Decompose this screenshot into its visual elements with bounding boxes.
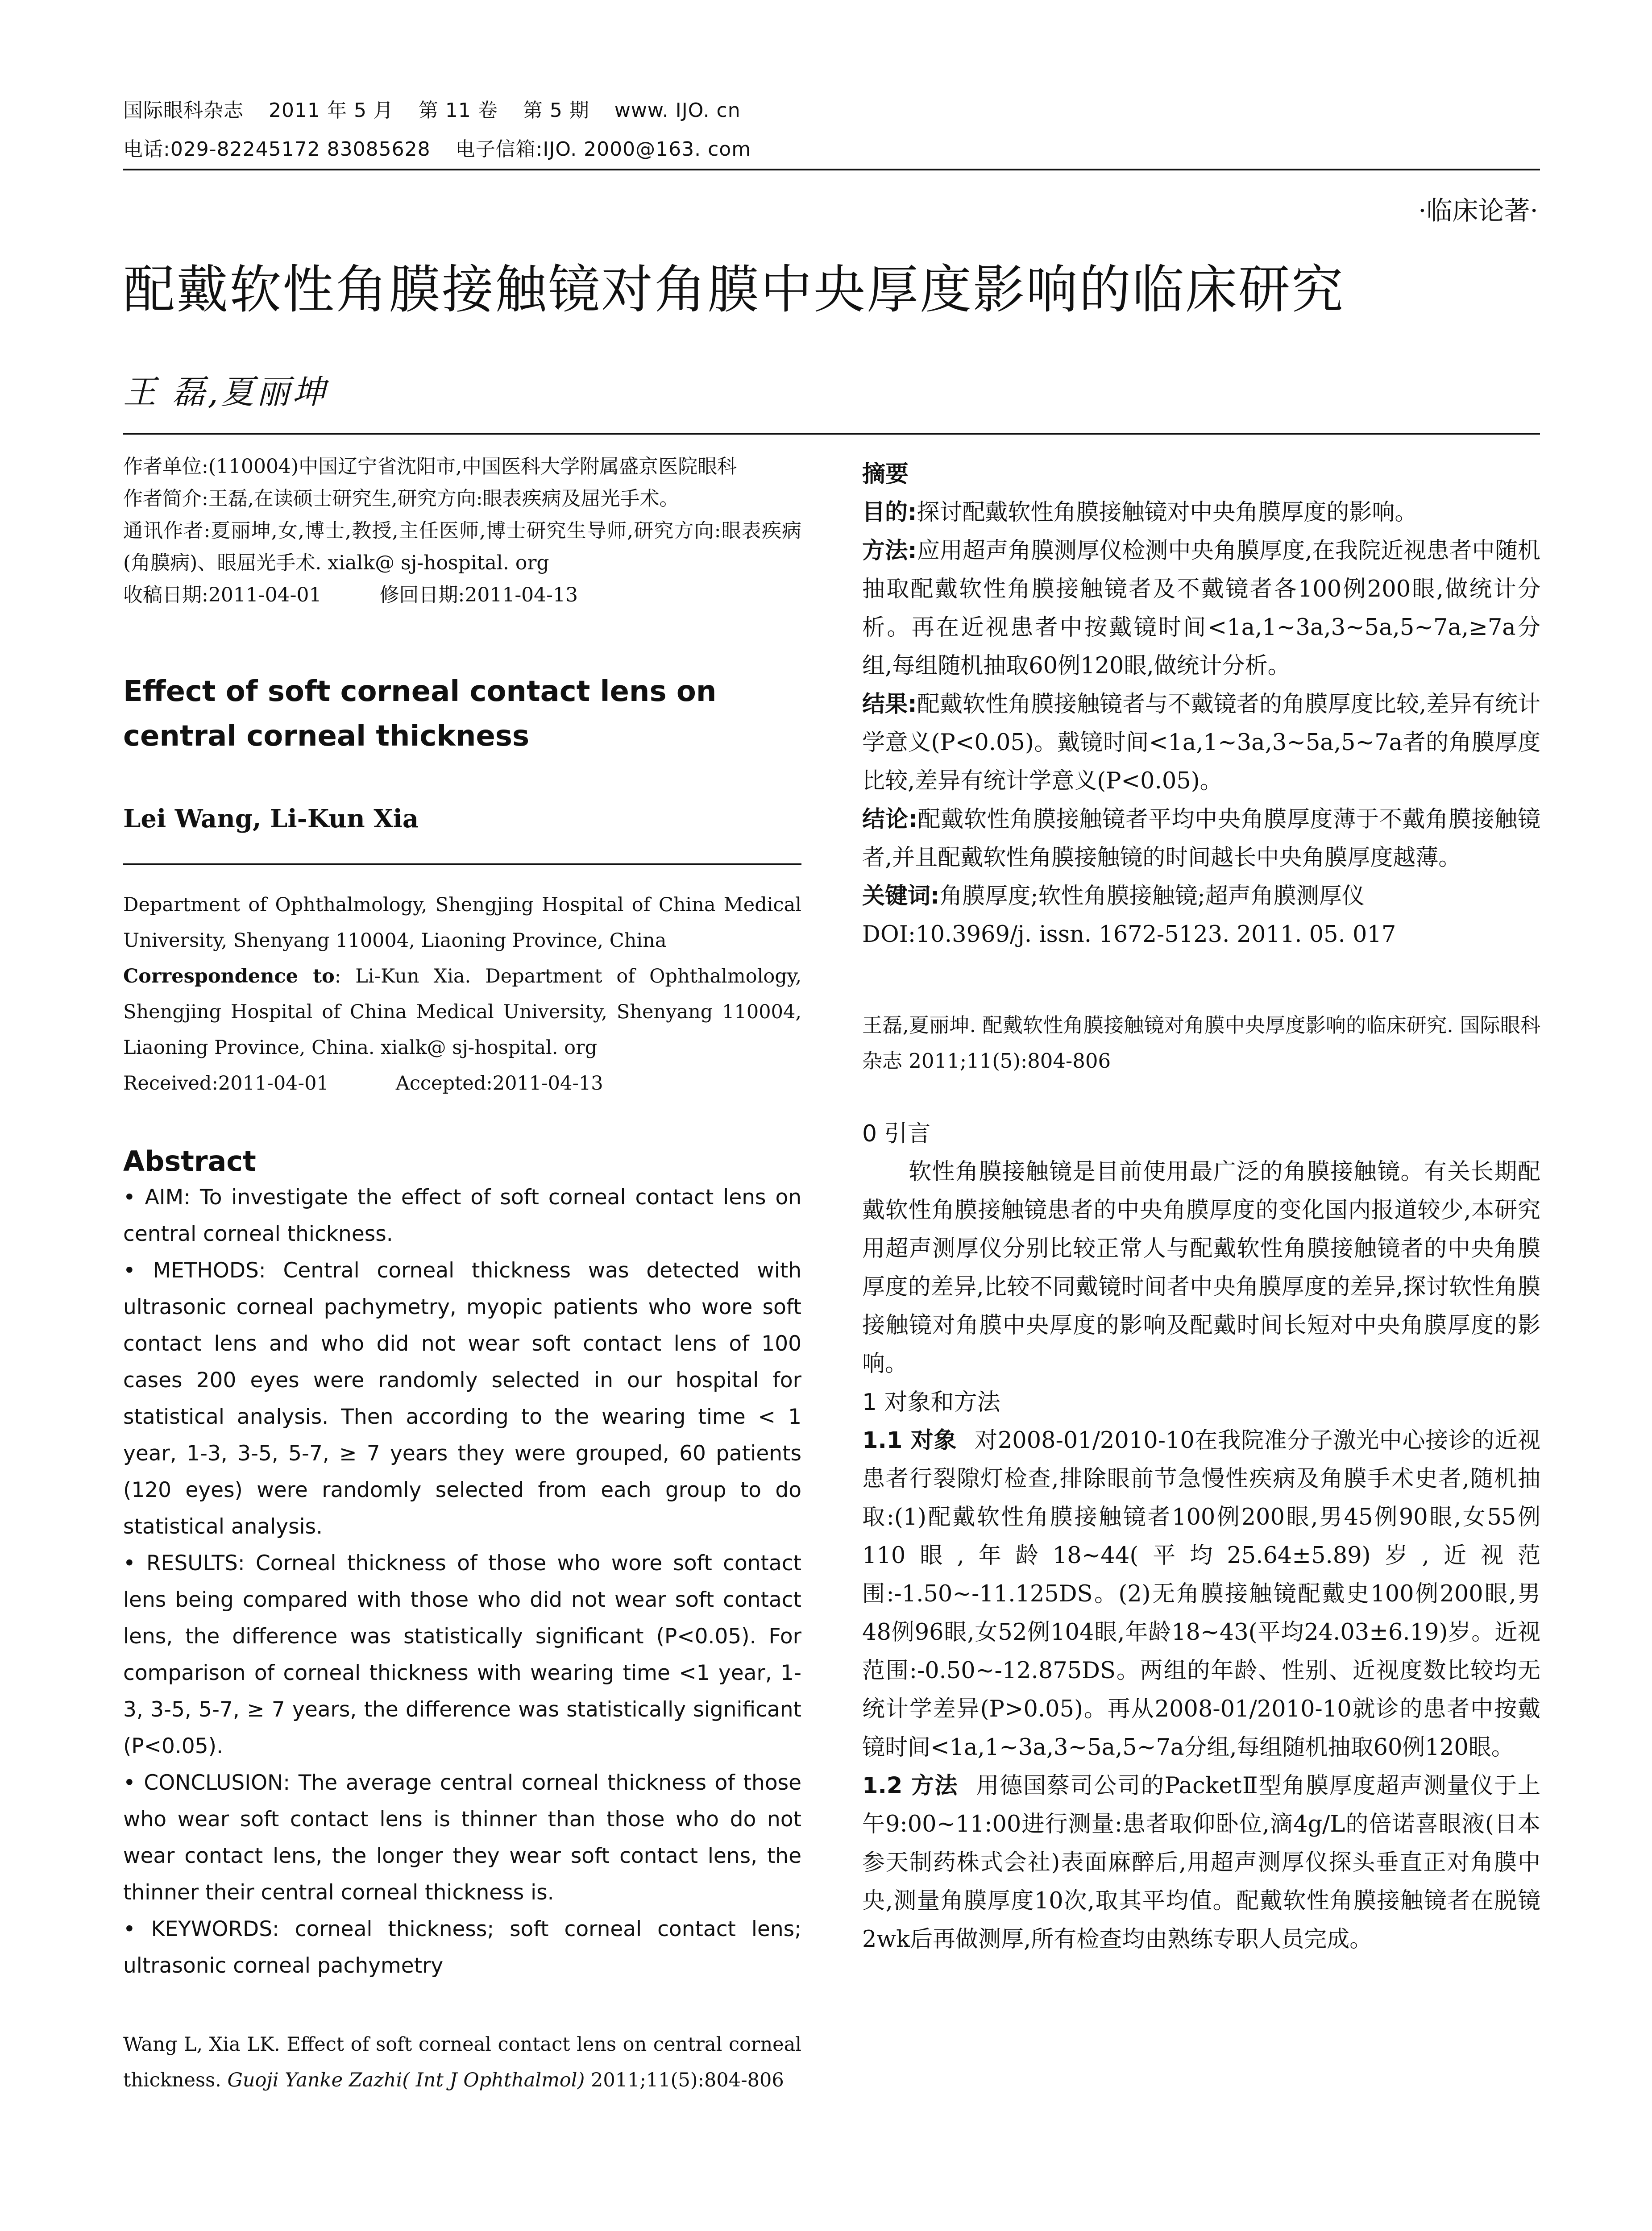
subjects-label: 1.1 对象 xyxy=(862,1427,957,1454)
citation-post: 2011;11(5):804-806 xyxy=(585,2069,784,2091)
received-date: 收稿日期:2011-04-01 xyxy=(123,584,322,606)
subjects-text: 对2008-01/2010-10在我院准分子激光中心接诊的近视患者行裂隙灯检查,排除眼前节急慢性疾病及角膜手术史者,随机抽取:(1)配戴软性角膜接触镜者100例200眼,男45例90眼,女55例110眼,年龄18~44(平均25.64±5.89)岁,近视范围:-1.50~-11.125DS。(2)无角膜接触镜配戴史100例200眼,男48例96眼,女52例104眼,年龄18~43(平均24.03±6.19)岁。近视范围:-0.50~-12.875DS。两组的年龄、性别、近视度数比较均无统计学差异(P>0.05)。再从2008-01/2010-10就诊的患者中按戴镜时间<1a,1~3a,3~5a,5~7a分组,每组随机抽取60例120眼。 xyxy=(862,1427,1540,1761)
cn-conclusion xyxy=(862,800,1540,877)
volume: 第 11 卷 xyxy=(418,99,498,122)
article-authors: 王 磊,夏丽坤 xyxy=(123,373,328,411)
intro-text: 软性角膜接触镜是目前使用最广泛的角膜接触镜。有关长期配戴软性角膜接触镜患者的中央角膜厚度的变化国内报道较少,本研究用超声测厚仪分别比较正常人与配戴软性角膜接触镜者的中央角膜厚度的差异,比较不同戴镜时间者中央角膜厚度的差异,探讨软性角膜接触镜对角膜中央厚度的影响及配戴时间长短对中央角膜厚度的影响。 xyxy=(862,1159,1540,1377)
english-affiliation xyxy=(123,887,801,1101)
issue: 第 5 期 xyxy=(523,99,589,122)
cn-abstract-heading: 摘要 xyxy=(862,461,909,488)
email: 电子信箱:IJO. 2000@163. com xyxy=(455,138,751,161)
right-column xyxy=(862,455,1540,1959)
section-tag: ·临床论著· xyxy=(1418,195,1538,226)
received-en: Received:2011-04-01 xyxy=(123,1072,329,1095)
cn-results xyxy=(862,685,1540,800)
accepted-en: Accepted:2011-04-13 xyxy=(395,1072,603,1095)
cn-keywords xyxy=(862,877,1540,916)
phone: 电话:029-82245172 83085628 xyxy=(123,138,431,161)
english-authors: Lei Wang, Li-Kun Xia xyxy=(123,804,419,834)
left-column xyxy=(123,451,801,2098)
author-info xyxy=(123,451,801,611)
department: Department of Ophthalmology, Shengjing Hospital of China Medical University, Shenyang 110004, Liaoning Province, China xyxy=(123,894,801,952)
method-label: 1.2 方法 xyxy=(862,1773,959,1799)
issue-date: 2011 年 5 月 xyxy=(269,99,394,122)
abstract-aim: • AIM: To investigate the effect of soft corneal contact lens on central corneal thickness. xyxy=(123,1185,801,1246)
author-bio: 作者简介:王磊,在读硕士研究生,研究方向:眼表疾病及屈光手术。 xyxy=(123,487,679,510)
cn-aim-label: 目的: xyxy=(862,499,917,526)
cn-keywords-label: 关键词: xyxy=(862,883,940,909)
cn-aim xyxy=(862,493,1540,532)
method-text: 用德国蔡司公司的PacketⅡ型角膜厚度超声测量仪于上午9:00~11:00进行测量:患者取仰卧位,滴4g/L的倍诺喜眼液(日本参天制药株式会社)表面麻醉后,用超声测厚仪探头垂直正对角膜中央,测量角膜厚度10次,取其平均值。配戴软性角膜接触镜者在脱镜2wk后再做测厚,所有检查均由熟练专职人员完成。 xyxy=(862,1773,1540,1953)
cn-conclusion-text: 配戴软性角膜接触镜者平均中央角膜厚度薄于不戴角膜接触镜者,并且配戴软性角膜接触镜的时间越长中央角膜厚度越薄。 xyxy=(862,806,1540,871)
abstract-keywords: • KEYWORDS: corneal thickness; soft corneal contact lens; ultrasonic corneal pachymetry xyxy=(123,1917,801,1978)
english-abstract xyxy=(123,1179,801,1984)
english-correspondence xyxy=(123,958,801,1066)
article-title: 配戴软性角膜接触镜对角膜中央厚度影响的临床研究 xyxy=(123,260,1345,320)
english-dates xyxy=(123,1066,801,1101)
abstract-heading: Abstract xyxy=(123,1145,256,1178)
correspondence-label: Correspondence to xyxy=(123,965,335,987)
cn-results-text: 配戴软性角膜接触镜者与不戴镜者的角膜厚度比较,差异有统计学意义(P<0.05)。戴镜时间<1a,1~3a,3~5a,5~7a者的角膜厚度比较,差异有统计学意义(P<0.05)。 xyxy=(862,691,1540,794)
journal-name: 国际眼科杂志 xyxy=(123,99,244,122)
abstract-conclusion: • CONCLUSION: The average central corneal thickness of those who wear soft contact lens is thinner than those who do not wear contact lens, the longer they wear soft contact lens, the thinner their central corneal thickness is. xyxy=(123,1771,801,1905)
english-rule xyxy=(123,863,801,865)
correspondence-text: : Li-Kun Xia. Department of Ophthalmology, Shengjing Hospital of China Medical University, Shenyang 110004, Liaoning Province, China. xialk@ sj-hospital. org xyxy=(123,965,802,1059)
cn-citation-text: 王磊,夏丽坤. 配戴软性角膜接触镜对角膜中央厚度影响的临床研究. 国际眼科杂志 2011;11(5):804-806 xyxy=(862,1013,1540,1073)
citation-pre: Wang L, Xia LK. Effect of soft corneal contact lens on central corneal thickness. xyxy=(123,2033,801,2091)
cn-methods-label: 方法: xyxy=(862,538,917,564)
citation-line xyxy=(123,2027,801,2098)
cn-methods-text: 应用超声角膜测厚仪检测中央角膜厚度,在我院近视患者中随机抽取配戴软性角膜接触镜者及不戴镜者各100例200眼,做统计分析。再在近视患者中按戴镜时间<1a,1~3a,3~5a,5~7a,≥7a分组,每组随机抽取60例120眼,做统计分析。 xyxy=(862,538,1540,679)
website: www. IJO. cn xyxy=(614,99,741,122)
cn-citation xyxy=(862,1008,1540,1079)
methods-heading: 1 对象和方法 xyxy=(862,1389,1000,1416)
abstract-methods: • METHODS: Central corneal thickness was detected with ultrasonic corneal pachymetry, myopic patients who wore soft contact lens and who did not wear soft contact lens of 100 cases 200 eyes were randomly selected in our hospital for statistical analysis. Then according to the wearing time < 1 year, 1-3, 3-5, 5-7, ≥ 7 years they were grouped, 60 patients (120 eyes) were randomly selected from each group to do statistical analysis. xyxy=(123,1258,801,1539)
cn-methods xyxy=(862,532,1540,685)
cn-keywords-text: 角膜厚度;软性角膜接触镜;超声角膜测厚仪 xyxy=(939,883,1365,909)
affiliation: 作者单位:(110004)中国辽宁省沈阳市,中国医科大学附属盛京医院眼科 xyxy=(123,455,737,478)
header-line-2 xyxy=(123,136,776,163)
dates xyxy=(123,579,801,611)
cn-doi: DOI:10.3969/j. issn. 1672-5123. 2011. 05. 017 xyxy=(862,921,1396,948)
citation-journal: Guoji Yanke Zazhi( Int J Ophthalmol) xyxy=(227,2069,585,2091)
title-rule xyxy=(123,433,1540,435)
header-line-1 xyxy=(123,97,766,124)
revised-date: 修回日期:2011-04-13 xyxy=(379,584,578,606)
abstract-results: • RESULTS: Corneal thickness of those who wore soft contact lens being compared with those who did not wear soft contact lens, the difference was statistically significant (P<0.05). For comparison of corneal thickness with wearing time <1 year, 1-3, 3-5, 5-7, ≥ 7 years, the difference was statistically significant (P<0.05). xyxy=(123,1551,801,1758)
cn-results-label: 结果: xyxy=(862,691,917,717)
english-citation xyxy=(123,2027,801,2098)
intro-heading: 0 引言 xyxy=(862,1120,931,1147)
english-title: Effect of soft corneal contact lens on central corneal thickness xyxy=(123,675,717,753)
cn-aim-text: 探讨配戴软性角膜接触镜对中央角膜厚度的影响。 xyxy=(917,499,1418,526)
header-rule xyxy=(123,169,1540,170)
method-paragraph xyxy=(862,1767,1540,1959)
subjects-paragraph xyxy=(862,1422,1540,1767)
correspondence: 通讯作者:夏丽坤,女,博士,教授,主任医师,博士研究生导师,研究方向:眼表疾病(角膜病)、眼屈光手术. xialk@ sj-hospital. org xyxy=(123,519,801,574)
cn-conclusion-label: 结论: xyxy=(862,806,917,833)
